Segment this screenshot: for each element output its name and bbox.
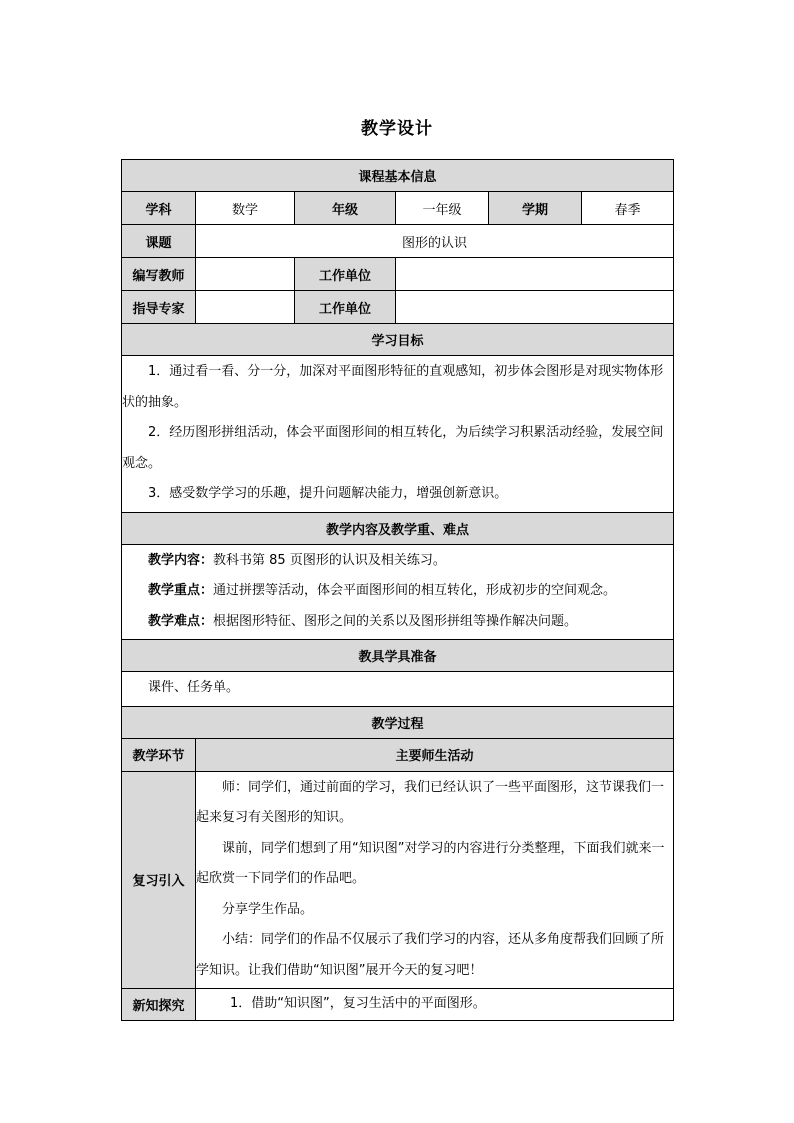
objective-item: 1．通过看一看、分一分，加深对平面图形特征的直观感知，初步体会图形是对现实物体形状的抽象。 [122,364,664,410]
materials-header: 教具学具准备 [122,640,674,672]
objectives-header: 学习目标 [122,324,674,356]
content-text: 教科书第 85 页图形的认识及相关练习。 [213,552,446,568]
review-paragraph: 课前，同学们想到了用“知识图”对学习的内容进行分类整理，下面我们就来一起欣赏一下同学们的作品吧。 [196,840,665,886]
topic-label: 课题 [122,225,196,258]
topic-value: 图形的认识 [196,225,674,258]
expert-value [196,291,295,324]
process-header: 教学过程 [122,706,674,738]
unit-value [396,258,674,291]
key-point-label: 教学重点： [148,583,214,598]
process-col-activities: 主要师生活动 [196,738,674,771]
objective-item: 3．感受数学学习的乐趣，提升问题解决能力，增强创新意识。 [148,486,508,501]
difficulty-text: 根据图形特征、图形之间的关系以及图形拼组等操作解决问题。 [213,613,578,629]
review-activities [196,771,674,989]
lesson-plan-table [121,159,674,1021]
explore-activities [196,989,674,1021]
unit2-label: 工作单位 [295,291,396,324]
subject-label: 学科 [122,192,196,225]
objective-item: 2．经历图形拼组活动，体会平面图形间的相互转化，为后续学习积累活动经验，发展空间观念。 [122,425,664,471]
materials-body [122,672,674,707]
content-label: 教学内容： [148,552,214,568]
review-paragraph: 小结：同学们的作品不仅展示了我们学习的内容，还从多角度帮我们回顾了所学知识。让我们借助“知识图”展开今天的复习吧！ [196,932,665,978]
term-value: 春季 [582,192,674,225]
materials-text: 课件、任务单。 [148,680,240,695]
content-header: 教学内容及教学重、难点 [122,512,674,544]
document-title: 教学设计 [361,119,433,139]
grade-label: 年级 [295,192,396,225]
difficulty-label: 教学难点： [148,613,214,629]
objectives-body [122,356,674,513]
content-body [122,544,674,640]
teacher-value [196,258,295,291]
review-stage-label: 复习引入 [122,771,196,989]
expert-label: 指导专家 [122,291,196,324]
key-point-text: 通过拼摆等活动，体会平面图形间的相互转化，形成初步的空间观念。 [213,583,617,598]
basic-info-header: 课程基本信息 [122,160,674,192]
explore-stage-label: 新知探究 [122,989,196,1021]
teacher-label: 编写教师 [122,258,196,291]
grade-value: 一年级 [396,192,489,225]
review-paragraph: 分享学生作品。 [222,901,314,917]
review-paragraph: 师：同学们，通过前面的学习，我们已经认识了一些平面图形，这节课我们一起来复习有关图形的知识。 [196,779,665,825]
term-label: 学期 [489,192,582,225]
process-col-stage: 教学环节 [122,738,196,771]
subject-value: 数学 [196,192,295,225]
unit2-value [396,291,674,324]
explore-text: 1．借助“知识图”，复习生活中的平面图形。 [230,996,486,1011]
unit-label: 工作单位 [295,258,396,291]
